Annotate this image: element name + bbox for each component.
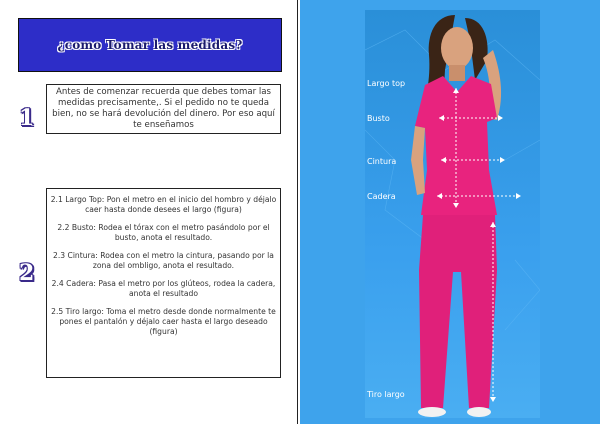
step-number-1: 1 [19,105,35,131]
step-number-2: 2 [19,260,35,286]
label-largo-top: Largo top [367,79,406,88]
step-2-3-cintura: 2.3 Cintura: Rodea con el metro la cintura, pasando por la zona del ombligo, anota el resultado. [53,251,274,270]
model-photo [365,10,540,418]
step-2-box [46,188,281,378]
step-2-5-tiro-largo: 2.5 Tiro largo: Toma el metro desde donde normalmente te pones el pantalón y déjalo caer hasta el largo deseado (figura) [51,307,276,336]
step-1-text: Antes de comenzar recuerda que debes tomar las medidas precisamente,. Si el pedido no te queda bien, no se hará devolución del dinero. Por eso aquí te enseñamos [52,87,275,130]
step-2-4-cadera: 2.4 Cadera: Pasa el metro por los glúteos, rodea la cadera, anota el resultado [51,279,276,298]
instructions-page [0,0,298,424]
step-2-2-busto: 2.2 Busto: Rodea el tórax con el metro pasándolo por el busto, anota el resultado. [57,223,270,242]
label-cadera: Cadera [367,192,396,201]
title-banner [18,18,282,72]
page-title: ¿como Tomar las medidas? [57,38,243,52]
label-tiro-largo: Tiro largo [367,390,405,399]
figure-page [300,0,600,424]
step-1-box [46,84,281,134]
label-busto: Busto [367,114,390,123]
model-figure [365,10,540,418]
step-2-1-largo-top: 2.1 Largo Top: Pon el metro en el inicio del hombro y déjalo caer hasta donde desees el largo (figura) [50,195,277,214]
label-cintura: Cintura [367,157,397,166]
